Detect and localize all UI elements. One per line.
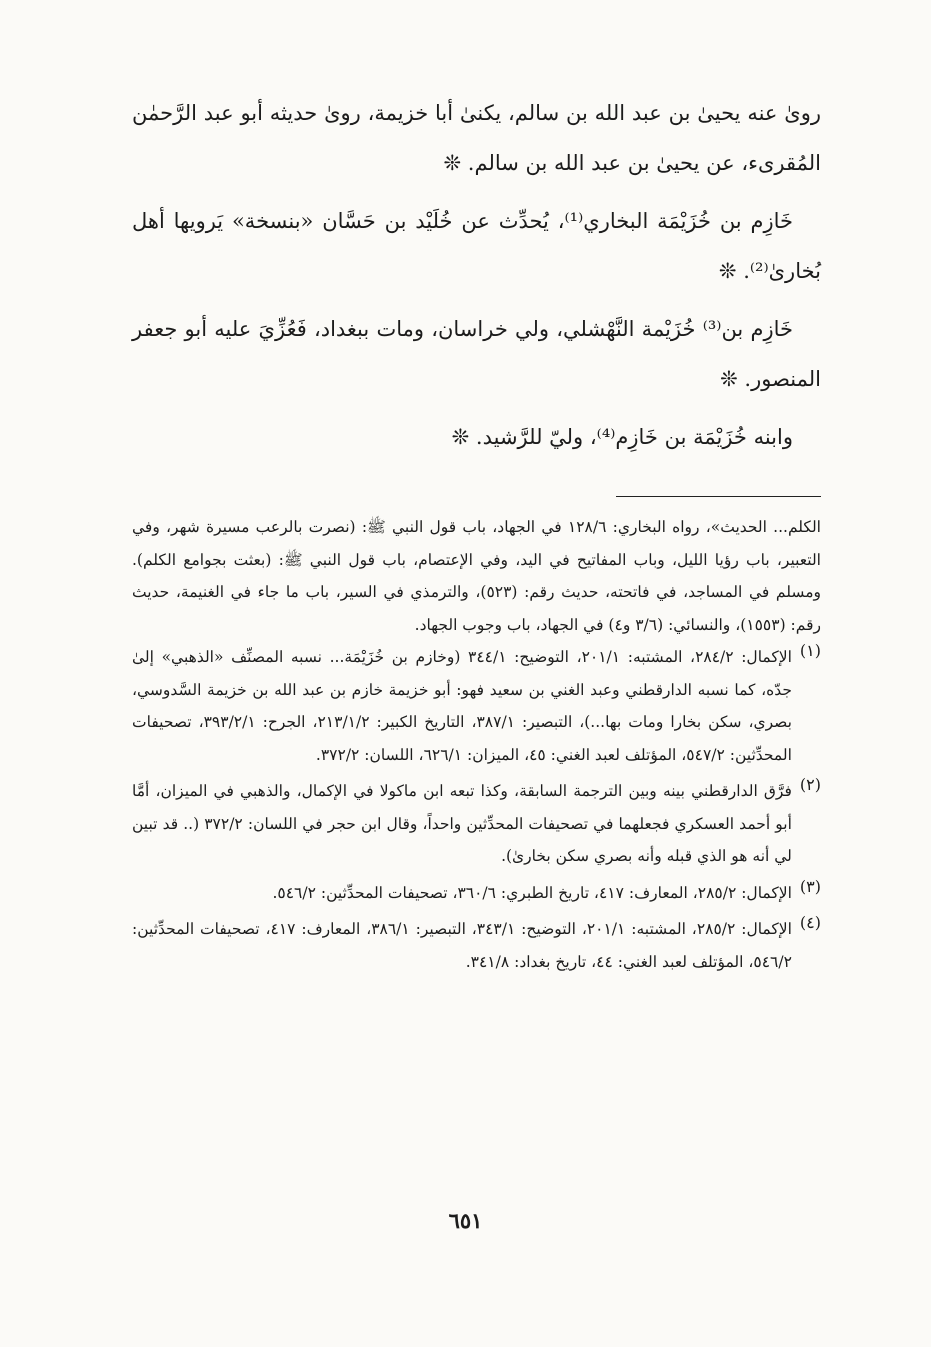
footnote-3 — [132, 877, 821, 910]
footnote-continuation: الكلم... الحديث»، رواه البخاري: ١٢٨/٦ في الجهاد، باب قول النبي ﷺ: (نصرت بالرعب مسيرة شهر، وفي التعبير، باب رؤيا الليل، وباب المفاتيح في اليد، وفي الإعتصام، باب قول النبي ﷺ: (بعثت بجوامع الكلم). ومسلم في المساجد، في فاتحته، حديث رقم: (٥٢٣)، والترمذي في السير، باب ما جاء في الغنيمة، حديث رقم: (١٥٥٣)، والنسائي: (٣/٦ و٤) في الجهاد، باب وجوب الجهاد. — [132, 518, 821, 634]
footnote-text: الإكمال: ٢٨٥/٢، المعارف: ٤١٧، تاريخ الطبري: ٣٦٠/٦، تصحيفات المحدِّثين: ٥٤٦/٢. — [272, 883, 792, 902]
footnote-2 — [132, 775, 821, 873]
footnote-number: (١) — [799, 641, 821, 660]
footnote-text: فرَّق الدارقطني بينه وبين الترجمة السابقة، وكذا تبعه ابن ماكولا في الإكمال، والذهبي في الميزان، أمَّا أبو أحمد العسكري فجعلهما في تصحيفات المحدِّثين واحداً، وقال ابن حجر في اللسان: ٣٧٢/٢ (.. قد تبين لي أنه هو الذي قبله وأنه بصري سكن بخارىٰ). — [132, 782, 792, 865]
entry-paragraph: وابنه خُزَيْمَة بن خَازِم⁽⁴⁾، وليّ للرَّشيد. ❊ — [451, 425, 793, 449]
entry-paragraph: خَازِم بن⁽³⁾ خُزَيْمة النَّهْشلي، ولي خراسان، ومات ببغداد، فَعُزِّيَ عليه أبو جعفر المنصور. ❊ — [132, 317, 821, 391]
main-text — [132, 88, 821, 462]
footnote-number: (٢) — [799, 775, 821, 794]
footnote-text: الإكمال: ٢٨٥/٢، المشتبه: ٢٠١/١، التوضيح: ٣٤٣/١، التبصير: ٣٨٦/١، المعارف: ٤١٧، تصحيفات المحدِّثين: ٥٤٦/٢، المؤتلف لعبد الغني: ٤٤، تاريخ بغداد: ٣٤١/٨. — [132, 920, 792, 971]
entry-paragraph: روىٰ عنه يحيىٰ بن عبد الله بن سالم، يكنىٰ أبا خزيمة، روىٰ حديثه أبو عبد الرَّحمٰن المُقرىء، عن يحيىٰ بن عبد الله بن سالم. ❊ — [132, 101, 821, 175]
footnote-text: الإكمال: ٢٨٤/٢، المشتبه: ٢٠١/١، التوضيح: ٣٤٤/١ (وخازم بن خُزَيْمَة... نسبه المصنِّف «الذهبي» إلىٰ جدّه، كما نسبه الدارقطني وعبد الغني بن سعيد فهو: أبو خزيمة خازم بن عبد الله بن خزيمة السَّدوسي، بصري، سكن بخارا ومات بها...)، التبصير: ٣٨٧/١، التاريخ الكبير: ٢١٣/١/٢، الجرح: ٣٩٣/٢/١، تصحيفات المحدِّثين: ٥٤٧/٢، المؤتلف لعبد الغني: ٤٥، الميزان: ٦٢٦/١، اللسان: ٣٧٢/٢. — [132, 648, 792, 764]
footnotes — [132, 511, 821, 978]
footnote-1 — [132, 641, 821, 771]
entry-paragraph: خَازِم بن خُزَيْمَة البخاري⁽¹⁾، يُحدِّث عن خُلَيْد بن حَسَّان «بنسخة» يَرويها أهل بُخارىٰ⁽²⁾. ❊ — [132, 209, 821, 283]
footnote-number: (٣) — [799, 876, 821, 896]
footnote-divider — [616, 496, 821, 497]
footnote-4 — [132, 913, 821, 978]
footnote-number: (٤) — [799, 913, 821, 932]
page-number: ٦٥١ — [448, 1208, 483, 1233]
